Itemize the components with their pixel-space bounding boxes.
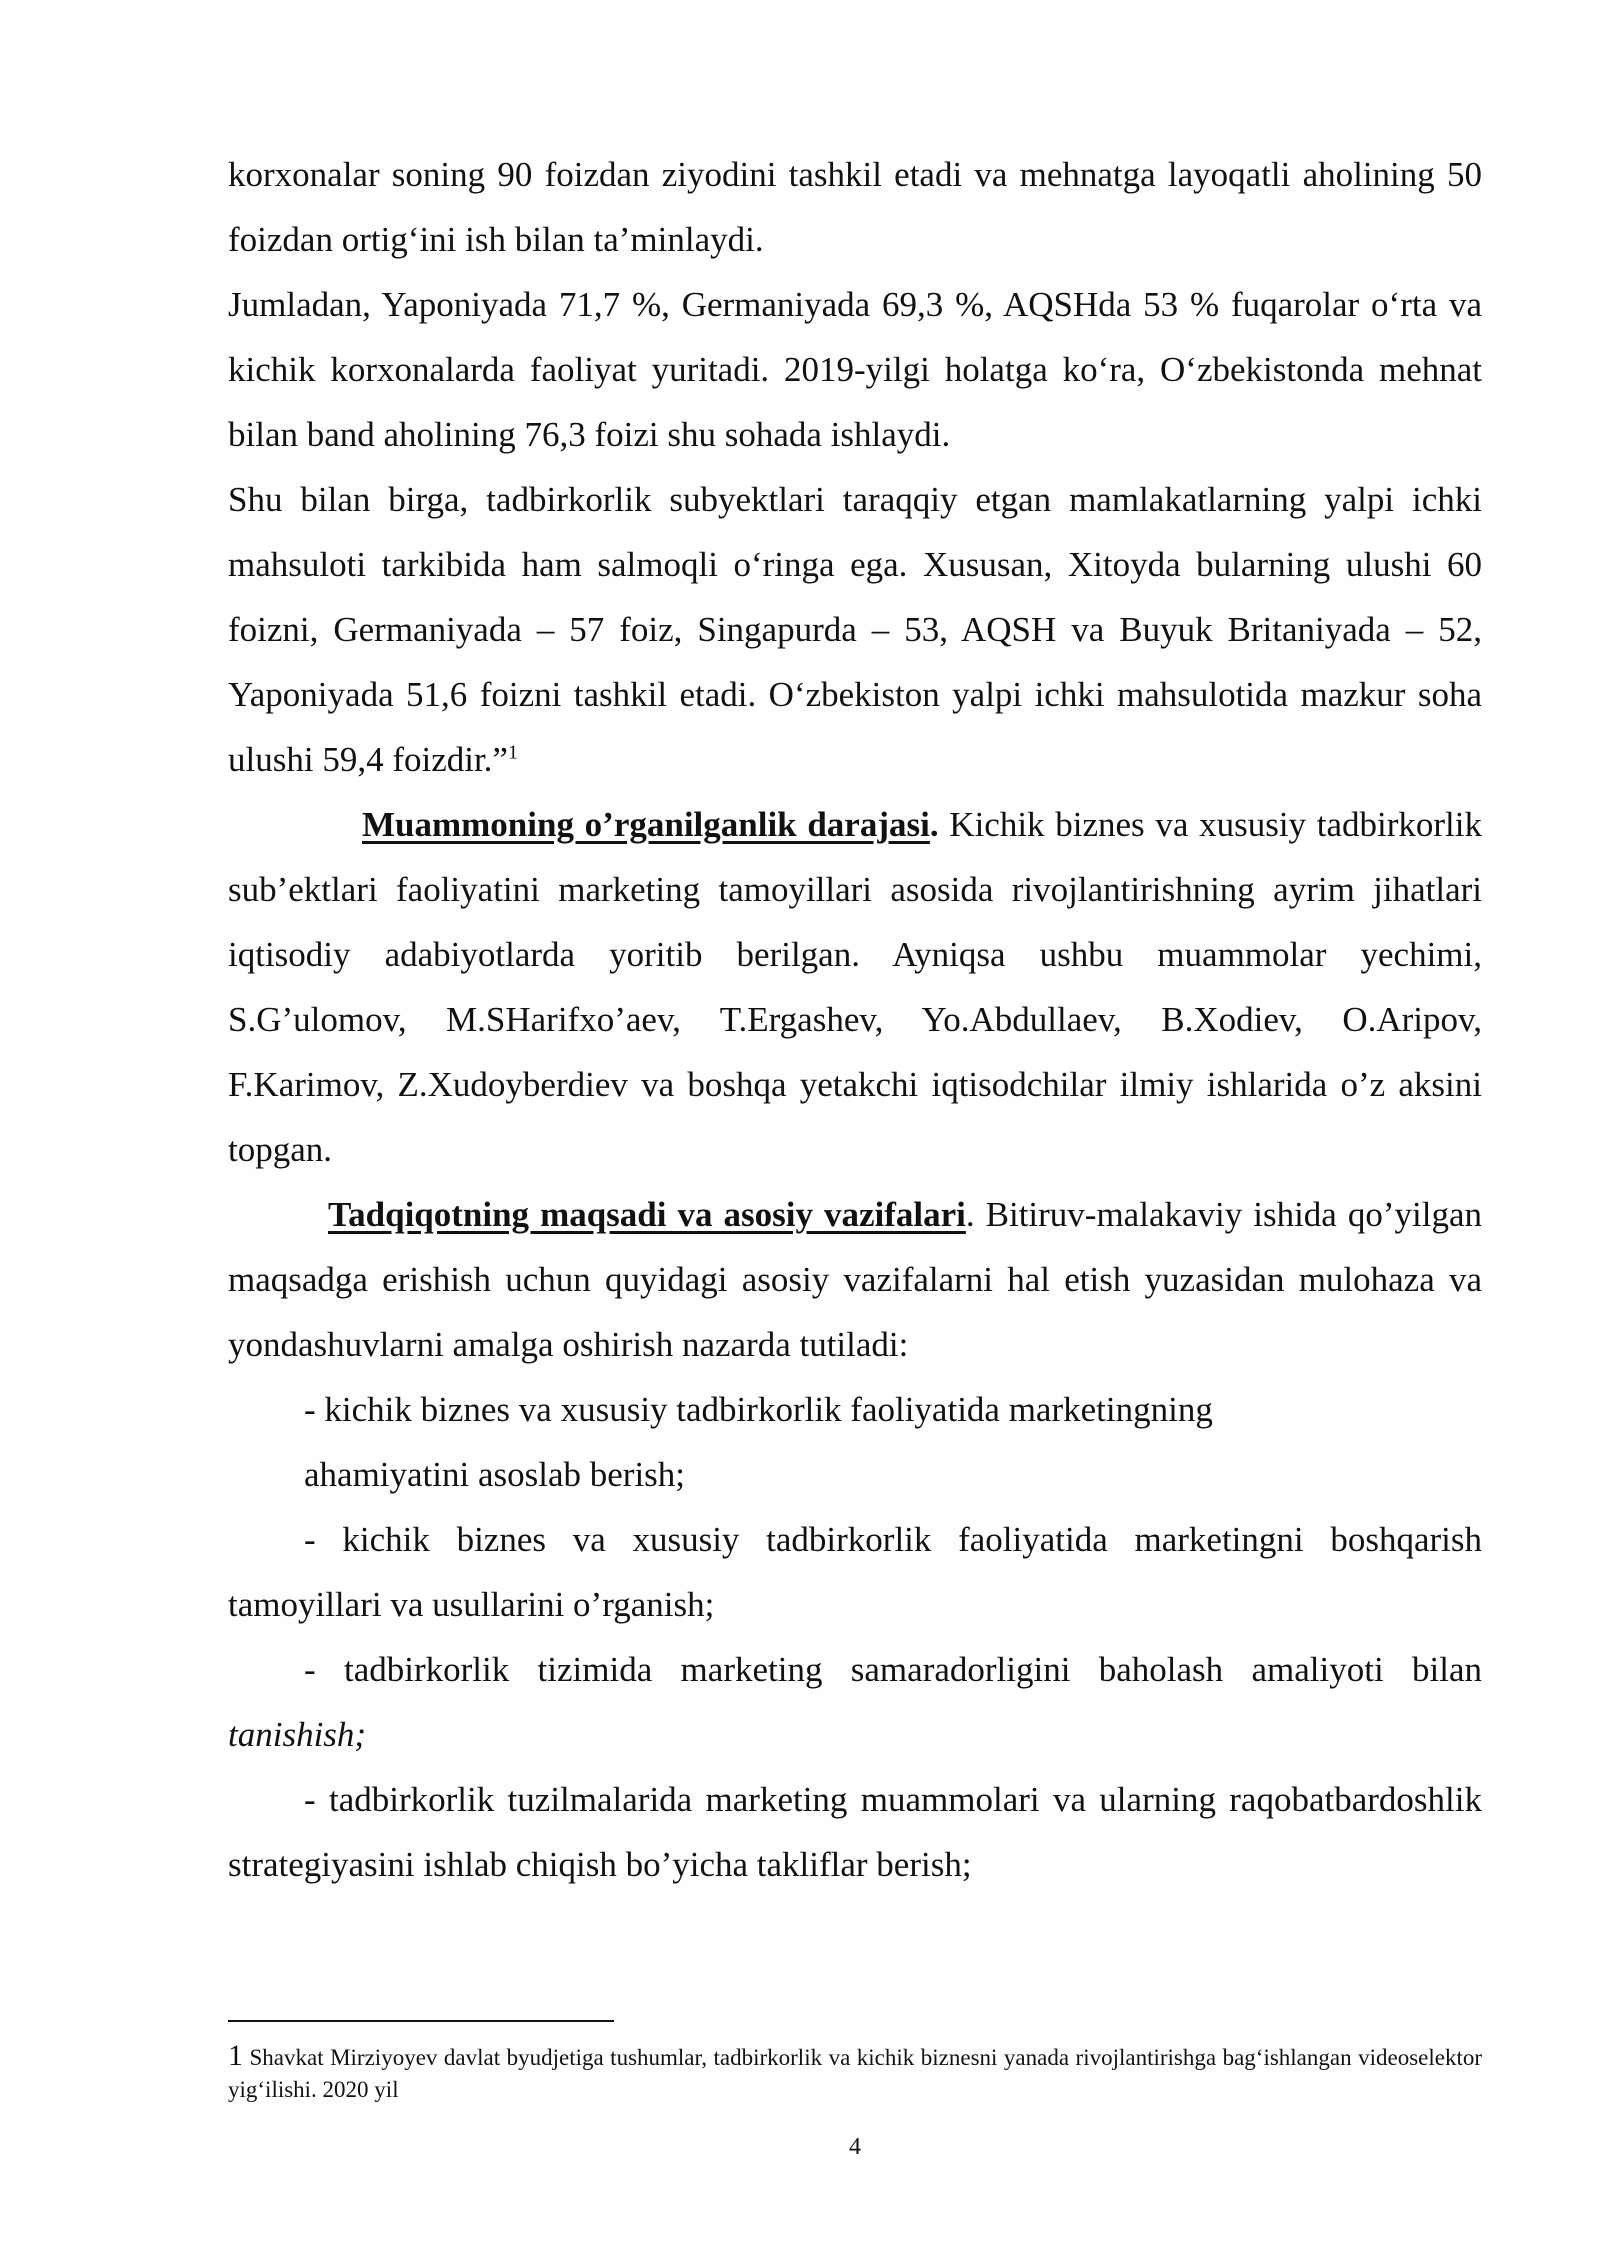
- footnote: [228, 2040, 1482, 2106]
- paragraph-3: [228, 467, 1482, 792]
- footnote-reference[interactable]: 1: [507, 741, 518, 764]
- paragraph-goals: [228, 1182, 1482, 1377]
- footnote-separator: [228, 2020, 614, 2022]
- task-item-3-italic: tanishish;: [228, 1715, 367, 1754]
- page-number: 4: [849, 2134, 861, 2160]
- paragraph-3-text: Shu bilan birga, tadbirkorlik subyektlari taraqqiy etgan mamlakatlarning yalpi ichki mahsuloti tarkibida ham salmoqli o‘ringa ega. Xususan, Xitoyda bularning ulushi 60 foizni, Germaniyada – 57 foiz, Singapurda – 53, AQSH va Buyuk Britaniyada – 52, Yaponiyada 51,6 foizni tashkil etadi. O‘zbekiston yalpi ichki mahsulotida mazkur soha ulushi 59,4 foizdir.”: [228, 480, 1482, 779]
- footnote-number: 1: [228, 2039, 243, 2072]
- goals-text: . Bitiruv-malakaviy ishida qo’yilgan maqsadga erishish uchun quyidagi asosiy vazifalarni hal etish yuzasidan mulohaza va yondashuvlarni amalga oshirish nazarda tutiladi:: [228, 1195, 1482, 1364]
- task-item-1: - kichik biznes va xususiy tadbirkorlik faoliyatida marketingning: [304, 1390, 1213, 1429]
- footnote-text: Shavkat Mirziyoyev davlat byudjetiga tushumlar, tadbirkorlik va kichik biznesni yanada rivojlantirishga bag‘ishlangan videoselektor yig‘ilishi. 2020 yil: [228, 2045, 1482, 2102]
- task-item-3-text: - tadbirkorlik tizimida marketing samaradorligini baholash amaliyoti bilan: [304, 1650, 1482, 1689]
- task-item-4: - tadbirkorlik tuzilmalarida marketing muammolari va ularning raqobatbardoshlik strategiyasini ishlab chiqish bo’yicha takliflar berish;: [228, 1780, 1482, 1884]
- task-item-3: [228, 1637, 1482, 1767]
- research-degree-text: Kichik biznes va xususiy tadbirkorlik sub’ektlari faoliyatini marketing tamoyillari asosida rivojlantirishning ayrim jihatlari iqtisodiy adabiyotlarda yoritib berilgan. Ayniqsa ushbu muammolar yechimi, S.G’ulomov, M.SHarifxo’aev, T.Ergashev, Yo.Abdullaev, B.Xodiev, O.Aripov, F.Karimov, Z.Xudoyberdiev va boshqa yetakchi iqtisodchilar ilmiy ishlarida o’z aksini topgan.: [228, 805, 1482, 1169]
- task-item-1-continued: ahamiyatini asoslab berish;: [304, 1455, 686, 1494]
- paragraph-research-degree: [228, 792, 1482, 1182]
- paragraph-1: korxonalar soning 90 foizdan ziyodini tashkil etadi va mehnatga layoqatli aholining 50 foizdan ortig‘ini ish bilan ta’minlaydi.: [228, 155, 1482, 259]
- heading-research-degree: Muammoning o’rganilganlik darajasi: [362, 805, 930, 844]
- heading-goals: Tadqiqotning maqsadi va asosiy vazifalari: [328, 1195, 966, 1234]
- paragraph-2: Jumladan, Yaponiyada 71,7 %, Germaniyada 69,3 %, AQSHda 53 % fuqarolar o‘rta va kichik korxonalarda faoliyat yuritadi. 2019-yilgi holatga ko‘ra, O‘zbekistonda mehnat bilan band aholining 76,3 foizi shu sohada ishlaydi.: [228, 285, 1482, 454]
- main-text: [228, 142, 1482, 1897]
- task-item-2: - kichik biznes va xususiy tadbirkorlik faoliyatida marketingni boshqarish tamoyillari va usullarini o’rganish;: [228, 1520, 1482, 1624]
- heading-period: .: [929, 805, 939, 844]
